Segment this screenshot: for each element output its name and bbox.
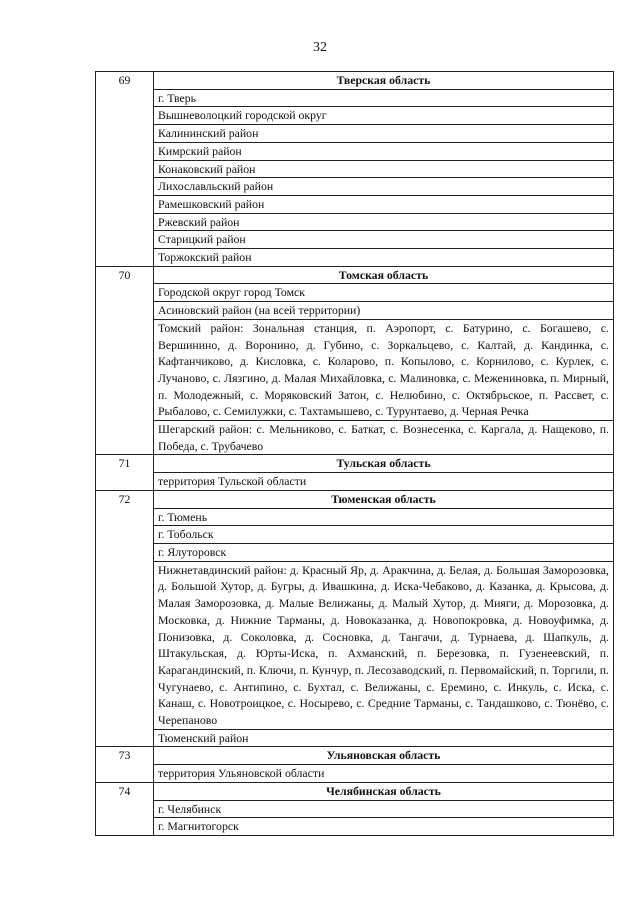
- territory-row: [96, 125, 614, 143]
- territory-item: г. Ялуторовск: [154, 543, 614, 561]
- territory-row: [96, 729, 614, 747]
- region-number: 70: [96, 266, 154, 455]
- territory-item: Шегарский район: с. Мельниково, с. Баткат, с. Вознесенка, с. Каргала, д. Нащеково, п. Победа, с. Трубачево: [154, 421, 614, 455]
- territory-item: территория Тульской области: [154, 473, 614, 491]
- territory-row: [96, 89, 614, 107]
- territory-row: [96, 319, 614, 420]
- region-name: Челябинская область: [154, 782, 614, 800]
- region-number: 69: [96, 72, 154, 267]
- territory-item: Конаковский район: [154, 160, 614, 178]
- region-number: 72: [96, 490, 154, 747]
- page-number: 32: [313, 40, 327, 55]
- territory-item: г. Магнитогорск: [154, 818, 614, 836]
- territory-item: Рамешковский район: [154, 195, 614, 213]
- territory-item: Ржевский район: [154, 213, 614, 231]
- region-header-row: [96, 72, 614, 90]
- territory-item: Торжокский район: [154, 249, 614, 267]
- territory-row: [96, 195, 614, 213]
- territory-row: [96, 543, 614, 561]
- territory-row: [96, 178, 614, 196]
- territory-item: Нижнетавдинский район: д. Красный Яр, д. Аракчина, д. Белая, д. Большая Заморозовка, д. Большой Хутор, д. Бугры, д. Ивашкина, д. Иска-Чебаково, д. Казанка, д. Крысова, д. Малая Заморозовка, д. Малые Велижаны, д. Малый Хутор, д. Мияги, д. Морозовка, д. Московка, д. Нижние Тарманы, д. Новоказанка, д. Новопокровка, д. Новоуфимка, д. Понизовка, д. Соколовка, д. Сосновка, д. Тангачи, д. Турнаева, д. Шапкуль, д. Штакульская, д. Юрты-Иска, п. Ахманский, п. Березовка, п. Гузенеевский, п. Карагандинский, п. Ключи, п. Кунчур, п. Лесозаводский, п. Первомайский, п. Торгили, п. Чугунаево, с. Антипино, с. Бухтал, с. Велижаны, с. Еремино, с. Инкуль, с. Иска, с. Канаш, с. Новотроицкое, с. Носырево, с. Средние Тарманы, с. Тандашково, с. Тюнёво, с. Черепаново: [154, 561, 614, 729]
- territory-row: [96, 561, 614, 729]
- territory-item: Томский район: Зональная станция, п. Аэропорт, с. Батурино, с. Богашево, с. Вершинино, д. Воронино, д. Губино, с. Зоркальцево, с. Калтай, д. Кандинка, с. Кафтанчиково, д. Кисловка, с. Коларово, п. Копылово, с. Корнилово, с. Курлек, с. Лучаново, с. Лязгино, д. Малая Михайловка, с. Малиновка, с. Межениновка, п. Мирный, п. Молодежный, с. Моряковский Затон, с. Нелюбино, с. Октябрьское, п. Рассвет, с. Рыбалово, с. Семилужки, с. Тахтамышево, с. Турунтаево, д. Черная Речка: [154, 319, 614, 420]
- territory-item: Вышневолоцкий городской округ: [154, 107, 614, 125]
- territory-item: Калининский район: [154, 125, 614, 143]
- region-number: 71: [96, 455, 154, 490]
- territory-item: г. Тобольск: [154, 526, 614, 544]
- territory-row: [96, 142, 614, 160]
- region-header-row: [96, 782, 614, 800]
- territory-row: [96, 284, 614, 302]
- region-number: 74: [96, 782, 154, 835]
- territory-item: Кимрский район: [154, 142, 614, 160]
- territory-row: [96, 526, 614, 544]
- region-name: Томская область: [154, 266, 614, 284]
- region-number: 73: [96, 747, 154, 782]
- territory-item: Старицкий район: [154, 231, 614, 249]
- territory-row: [96, 231, 614, 249]
- territory-item: г. Челябинск: [154, 800, 614, 818]
- territory-row: [96, 421, 614, 455]
- region-name: Тюменская область: [154, 490, 614, 508]
- territory-item: территория Ульяновской области: [154, 765, 614, 783]
- region-name: Тульская область: [154, 455, 614, 473]
- territory-row: [96, 800, 614, 818]
- territory-item: Тюменский район: [154, 729, 614, 747]
- territory-item: Лихославльский район: [154, 178, 614, 196]
- region-name: Тверская область: [154, 72, 614, 90]
- territory-row: [96, 765, 614, 783]
- territory-row: [96, 473, 614, 491]
- region-header-row: [96, 455, 614, 473]
- territory-item: Городской округ город Томск: [154, 284, 614, 302]
- regions-table: [95, 71, 614, 836]
- region-header-row: [96, 490, 614, 508]
- territory-row: [96, 107, 614, 125]
- region-header-row: [96, 747, 614, 765]
- territory-row: [96, 508, 614, 526]
- territory-item: г. Тюмень: [154, 508, 614, 526]
- territory-item: Асиновский район (на всей территории): [154, 302, 614, 320]
- regions-table-body: [96, 72, 614, 836]
- territory-row: [96, 302, 614, 320]
- territory-row: [96, 213, 614, 231]
- territory-item: г. Тверь: [154, 89, 614, 107]
- territory-row: [96, 818, 614, 836]
- region-header-row: [96, 266, 614, 284]
- territory-row: [96, 249, 614, 267]
- territory-row: [96, 160, 614, 178]
- region-name: Ульяновская область: [154, 747, 614, 765]
